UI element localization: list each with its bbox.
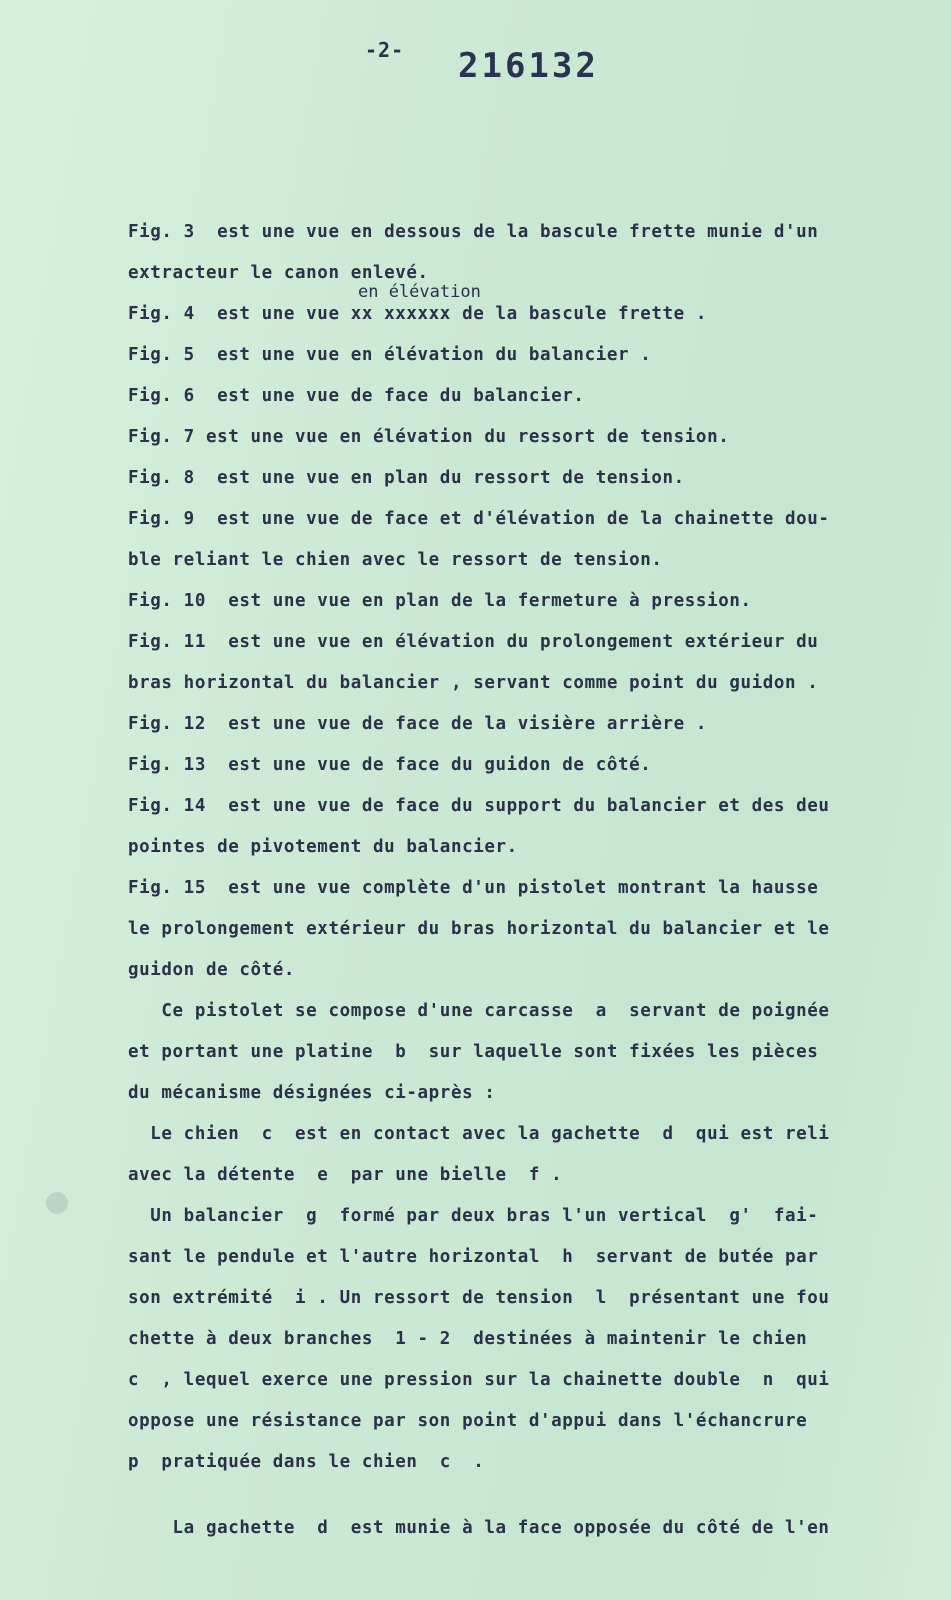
text-line-15: Fig. 14 est une vue de face du support du balancier et des deu xyxy=(128,796,830,816)
text-line-26: sant le pendule et l'autre horizontal h servant de butée par xyxy=(128,1247,819,1267)
text-line-21: et portant une platine b sur laquelle sont fixées les pièces xyxy=(128,1042,819,1062)
text-line-2: extracteur le canon enlevé. xyxy=(128,263,429,283)
text-line-14: Fig. 13 est une vue de face du guidon de côté. xyxy=(128,755,652,775)
text-line-4: Fig. 5 est une vue en élévation du balancier . xyxy=(128,345,652,365)
text-line-7: Fig. 8 est une vue en plan du ressort de tension. xyxy=(128,468,685,488)
text-line-13: Fig. 12 est une vue de face de la visière arrière . xyxy=(128,714,708,734)
text-line-23: Le chien c est en contact avec la gachette d qui est reli xyxy=(128,1124,830,1144)
text-line-20: Ce pistolet se compose d'une carcasse a servant de poignée xyxy=(128,1001,830,1021)
text-line-12: bras horizontal du balancier , servant comme point du guidon . xyxy=(128,673,819,693)
handwritten-insertion: en élévation xyxy=(358,282,481,302)
text-line-25: Un balancier g formé par deux bras l'un vertical g' fai- xyxy=(128,1206,819,1226)
text-line-9: ble reliant le chien avec le ressort de tension. xyxy=(128,550,663,570)
page-number: -2- xyxy=(365,38,405,62)
text-line-28: chette à deux branches 1 - 2 destinées à maintenir le chien xyxy=(128,1329,808,1349)
text-line-6: Fig. 7 est une vue en élévation du ressort de tension. xyxy=(128,427,730,447)
text-line-17: Fig. 15 est une vue complète d'un pistolet montrant la hausse xyxy=(128,878,819,898)
text-line-1: Fig. 3 est une vue en dessous de la bascule frette munie d'un xyxy=(128,222,819,242)
text-line-32: La gachette d est munie à la face opposée du côté de l'en xyxy=(128,1518,830,1538)
text-line-11: Fig. 11 est une vue en élévation du prolongement extérieur du xyxy=(128,632,819,652)
text-line-18: le prolongement extérieur du bras horizontal du balancier et le xyxy=(128,919,830,939)
text-line-19: guidon de côté. xyxy=(128,960,296,980)
text-line-10: Fig. 10 est une vue en plan de la fermeture à pression. xyxy=(128,591,752,611)
text-line-22: du mécanisme désignées ci-après : xyxy=(128,1083,496,1103)
text-line-5: Fig. 6 est une vue de face du balancier. xyxy=(128,386,585,406)
text-line-27: son extrémité i . Un ressort de tension l présentant une fou xyxy=(128,1288,830,1308)
text-line-3: Fig. 4 est une vue xx xxxxxx de la bascule frette . xyxy=(128,304,708,324)
text-line-16: pointes de pivotement du balancier. xyxy=(128,837,518,857)
text-line-31: p pratiquée dans le chien c . xyxy=(128,1452,485,1472)
text-line-8: Fig. 9 est une vue de face et d'élévation de la chainette dou- xyxy=(128,509,830,529)
patent-number: 216132 xyxy=(458,46,599,86)
text-line-30: oppose une résistance par son point d'appui dans l'échancrure xyxy=(128,1411,808,1431)
text-line-29: c , lequel exerce une pression sur la chainette double n qui xyxy=(128,1370,830,1390)
text-line-24: avec la détente e par une bielle f . xyxy=(128,1165,563,1185)
